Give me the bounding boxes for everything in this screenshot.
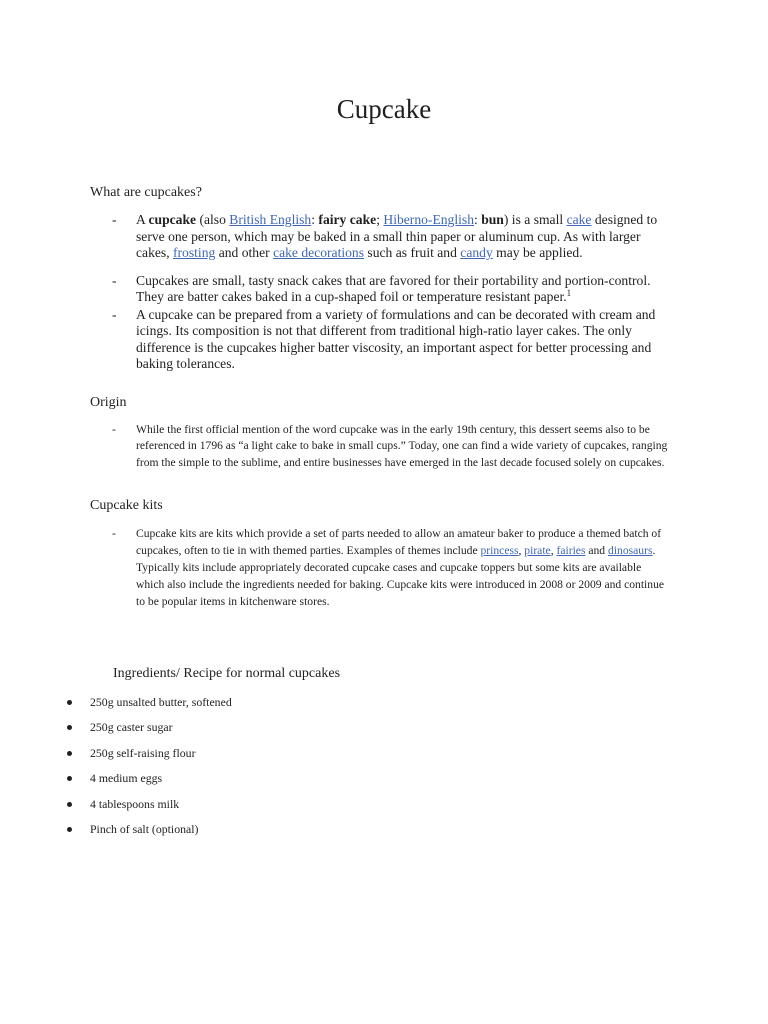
section-heading-origin: Origin bbox=[90, 395, 127, 410]
ingredient-text: 250g unsalted butter, softened bbox=[90, 695, 232, 709]
link-cake-decorations[interactable]: cake decorations bbox=[273, 245, 365, 260]
text-span: A bbox=[136, 212, 149, 227]
list-item bbox=[112, 525, 672, 610]
ingredients-list bbox=[66, 693, 232, 845]
link-frosting[interactable]: frosting bbox=[173, 245, 216, 260]
link-dinosaurs[interactable]: dinosaurs bbox=[608, 544, 653, 557]
list-item bbox=[112, 273, 672, 306]
ingredient-text: Pinch of salt (optional) bbox=[90, 821, 199, 836]
bullet-dot-icon bbox=[67, 802, 72, 807]
origin-list bbox=[112, 422, 672, 471]
cupcake-kits-list bbox=[112, 525, 672, 610]
text-span: and other bbox=[215, 245, 274, 260]
bullet-dot-icon bbox=[67, 827, 72, 832]
text-span: and bbox=[585, 544, 609, 557]
link-pirate[interactable]: pirate bbox=[524, 544, 551, 557]
what-are-cupcakes-list bbox=[112, 212, 672, 373]
ingredient-text: 4 tablespoons milk bbox=[90, 796, 180, 811]
dash-bullet: - bbox=[112, 212, 117, 227]
text-span: Cupcakes are small, tasty snack cakes that are favored for their portability and portion-control. They are batter cakes baked in a cup-shaped foil or temperature resistant paper. bbox=[136, 272, 651, 304]
section-heading-what-are-cupcakes: What are cupcakes? bbox=[90, 185, 202, 200]
list-item bbox=[66, 693, 232, 718]
bullet-dot-icon bbox=[67, 725, 72, 730]
text-span: ; bbox=[376, 212, 384, 227]
text-span: , bbox=[550, 544, 557, 557]
link-fairies[interactable]: fairies bbox=[556, 544, 586, 557]
link-cake[interactable]: cake bbox=[566, 212, 592, 227]
text-span: Cupcake kits are kits which provide a set of parts needed to allow an amateur baker to produce a themed batch of cupcakes, often to tie in with themed parties. Examples of themes include bbox=[136, 527, 662, 557]
list-item bbox=[66, 795, 232, 820]
link-candy[interactable]: candy bbox=[460, 245, 493, 260]
text-span: (also bbox=[196, 212, 230, 227]
section-heading-cupcake-kits: Cupcake kits bbox=[90, 498, 163, 513]
term-cupcake: cupcake bbox=[148, 212, 197, 227]
footnote-marker[interactable]: 1 bbox=[566, 288, 572, 298]
list-item bbox=[112, 212, 672, 262]
text-span: designed to serve one person, which may be baked in a small thin paper or aluminum cup. As with larger cakes, bbox=[136, 212, 658, 260]
bullet-dot-icon bbox=[67, 751, 72, 756]
ingredient-text: 250g caster sugar bbox=[90, 720, 173, 735]
term-bun: bun bbox=[481, 212, 504, 227]
list-item bbox=[66, 718, 232, 743]
section-heading-ingredients: Ingredients/ Recipe for normal cupcakes bbox=[113, 666, 341, 681]
list-item bbox=[66, 769, 232, 794]
text-span: . Typically kits include appropriately decorated cupcake cases and cupcake toppers but some kits are available which also include the ingredients needed for baking. Cupcake kits were introduced in 2008 or 2009 and continue to be popular items in kitchenware stores. bbox=[136, 544, 665, 608]
link-hiberno-english[interactable]: Hiberno-English bbox=[383, 212, 474, 227]
dash-bullet: - bbox=[112, 527, 116, 540]
text-span: While the first official mention of the word cupcake was in the early 19th century, this dessert seems also to be referenced in 1796 as “a light cake to bake in small cups.” Today, one can find a wide variety of cupcakes, ranging from the simple to the sublime, and entire businesses have emerged in the last decade focused solely on cupcakes. bbox=[136, 423, 668, 469]
text-span: : bbox=[474, 212, 482, 227]
link-princess[interactable]: princess bbox=[480, 544, 519, 557]
term-fairy-cake: fairy cake bbox=[318, 212, 377, 227]
bullet-dot-icon bbox=[67, 700, 72, 705]
text-span: A cupcake can be prepared from a variety of formulations and can be decorated with cream and icings. Its composition is not that different from traditional high-ratio layer cakes. The only difference is the cupcakes higher batter viscosity, an important aspect for better processing and baking tolerances. bbox=[136, 306, 656, 371]
text-span: , bbox=[518, 544, 525, 557]
text-span: ) is a small bbox=[503, 212, 567, 227]
ingredient-text: 250g self-raising flour bbox=[90, 745, 196, 760]
list-item bbox=[112, 422, 672, 471]
list-item bbox=[112, 307, 672, 373]
text-span: may be applied. bbox=[492, 245, 583, 260]
ingredient-text: 4 medium eggs bbox=[90, 771, 163, 786]
list-item bbox=[66, 820, 232, 845]
dash-bullet: - bbox=[112, 306, 117, 322]
text-span: : bbox=[311, 212, 319, 227]
page-title: Cupcake bbox=[336, 94, 432, 124]
link-british-english[interactable]: British English bbox=[229, 212, 312, 227]
list-item bbox=[66, 744, 232, 769]
dash-bullet: - bbox=[112, 423, 116, 436]
bullet-dot-icon bbox=[67, 776, 72, 781]
dash-bullet: - bbox=[112, 272, 117, 288]
text-span: such as fruit and bbox=[364, 245, 461, 260]
